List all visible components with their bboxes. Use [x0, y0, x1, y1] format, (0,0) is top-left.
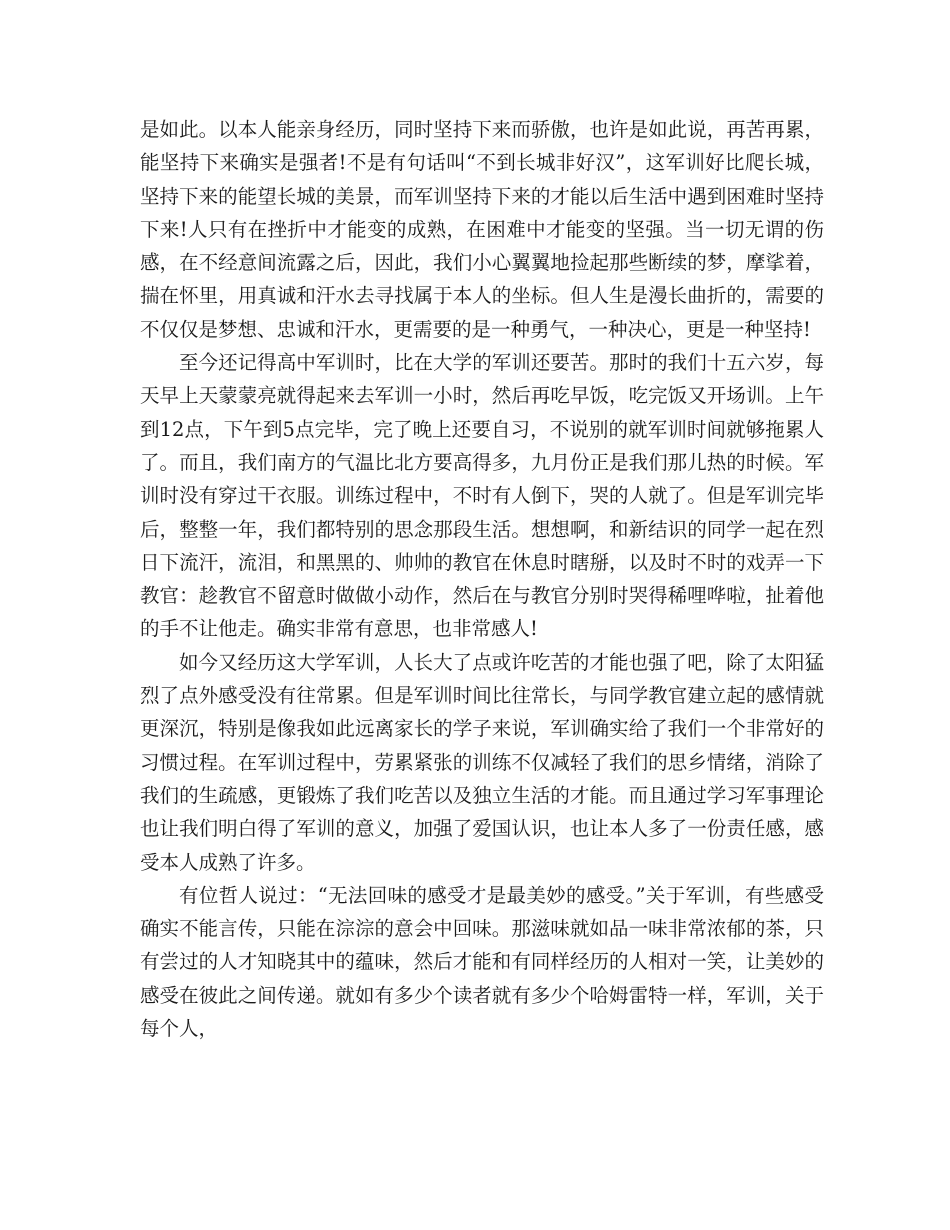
paragraph-2: 至今还记得高中军训时，比在大学的军训还要苦。那时的我们十五六岁，每天早上天蒙蒙亮就得起来去军训一小时，然后再吃早饭，吃完饭又开场训。上午到12点，下午到5点完毕，完了晚上还要自习，不说别的就军训时间就够拖累人了。而且，我们南方的气温比北方要高得多，九月份正是我们那儿热的时候。军训时没有穿过干衣服。训练过程中，不时有人倒下，哭的人就了。但是军训完毕后，整整一年，我们都特别的思念那段生活。想想啊，和新结识的同学一起在烈日下流汗，流泪，和黑黑的、帅帅的教官在休息时瞎掰，以及时不时的戏弄一下教官：趁教官不留意时做做小动作，然后在与教官分别时哭得稀哩哗啦，扯着他的手不让他走。确实非常有意思，也非常感人! [140, 351, 824, 641]
paragraph-3: 如今又经历这大学军训，人长大了点或许吃苦的才能也强了吧，除了太阳猛烈了点外感受没有往常累。但是军训时间比往常长，与同学教官建立起的感情就更深沉，特别是像我如此远离家长的学子来说，军训确实给了我们一个非常好的习惯过程。在军训过程中，劳累紧张的训练不仅减轻了我们的思乡情绪，消除了我们的生疏感，更锻炼了我们吃苦以及独立生活的才能。而且通过学习军事理论也让我们明白得了军训的意义，加强了爱国认识，也让本人多了一份责任感，感受本人成熟了许多。 [140, 650, 824, 874]
document-body [140, 113, 824, 1045]
paragraph-4: 有位哲人说过：“无法回味的感受才是最美妙的感受。”关于军训，有些感受确实不能言传，只能在淙淙的意会中回味。那滋味就如品一味非常浓郁的茶，只有尝过的人才知晓其中的蕴味，然后才能和有同样经历的人相对一笑，让美妙的感受在彼此之间传递。就如有多少个读者就有多少个哈姆雷特一样，军训，关于每个人， [140, 883, 824, 1041]
paragraph-1: 是如此。以本人能亲身经历，同时坚持下来而骄傲，也许是如此说，再苦再累，能坚持下来确实是强者!不是有句话叫“不到长城非好汉”，这军训好比爬长城，坚持下来的能望长城的美景，而军训坚持下来的才能以后生活中遇到困难时坚持下来!人只有在挫折中才能变的成熟，在困难中才能变的坚强。当一切无谓的伤感，在不经意间流露之后，因此，我们小心翼翼地捡起那些断续的梦，摩挲着，揣在怀里，用真诚和汗水去寻找属于本人的坐标。但人生是漫长曲折的，需要的不仅仅是梦想、忠诚和汗水，更需要的是一种勇气，一种决心，更是一种坚持! [140, 118, 824, 341]
